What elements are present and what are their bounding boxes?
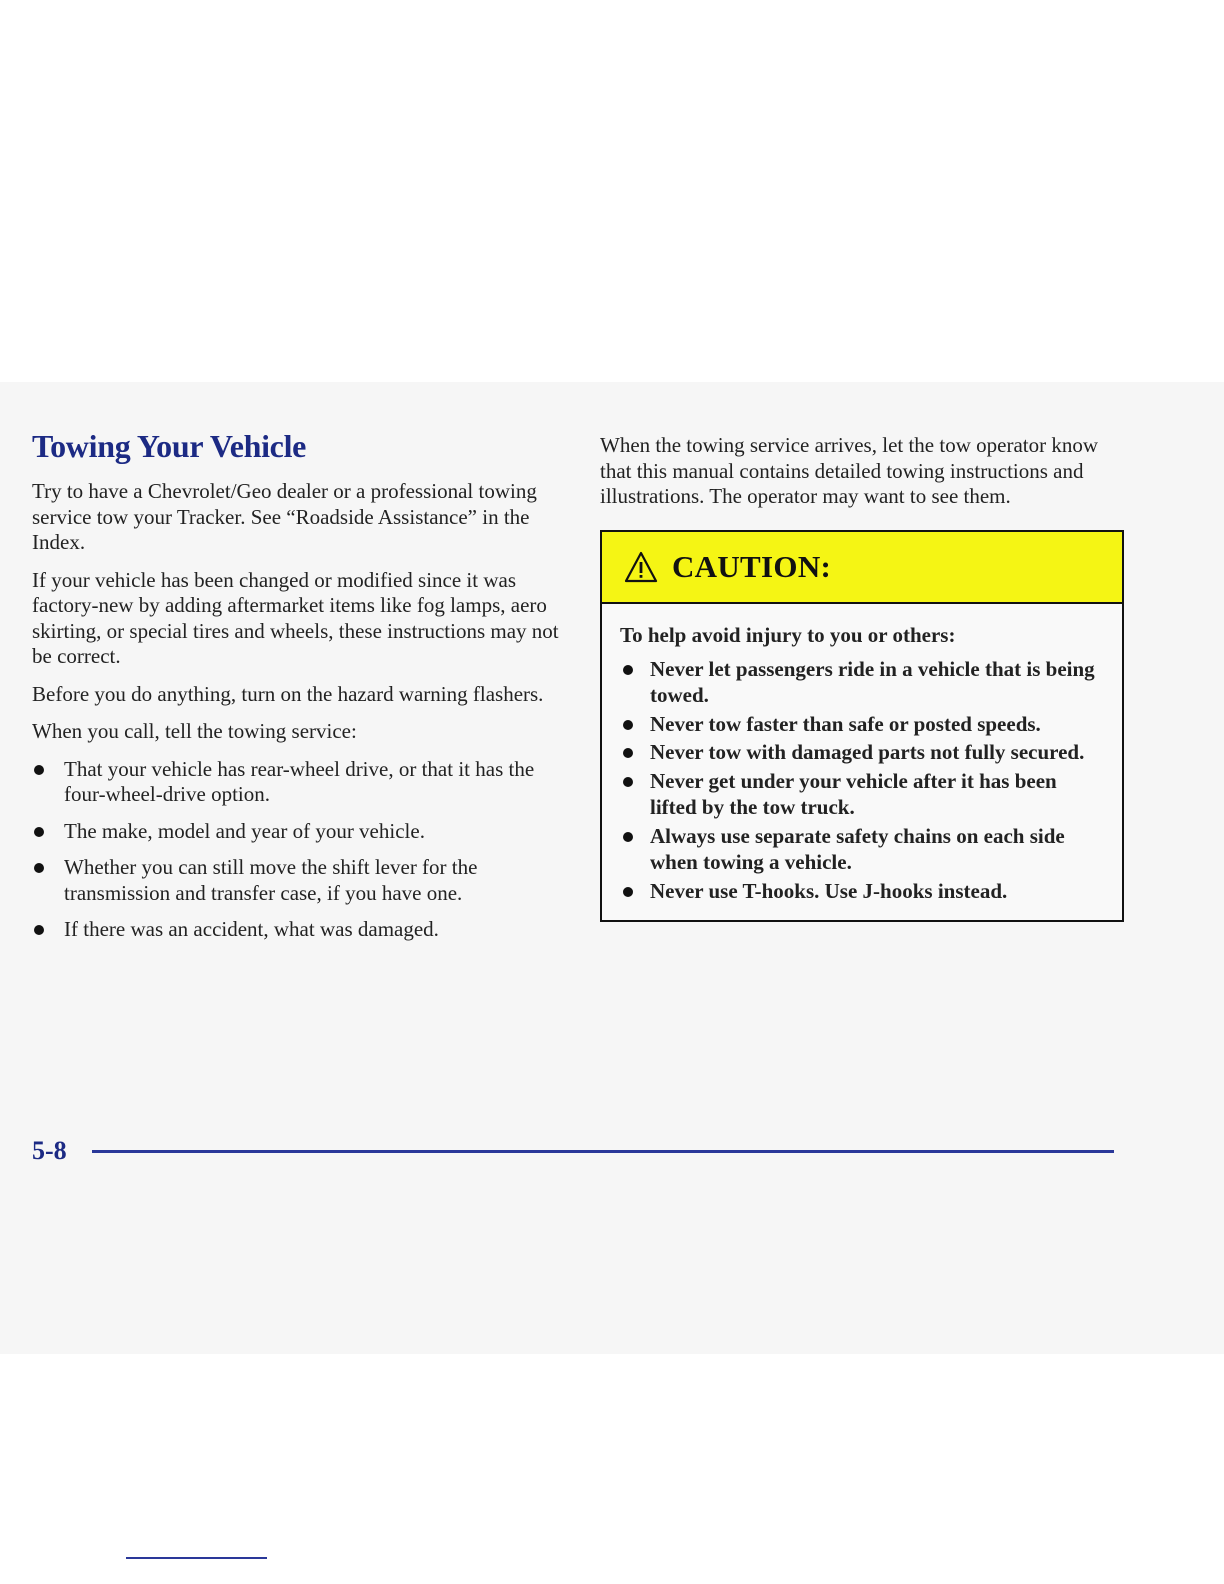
page-number: 5-8: [32, 1136, 67, 1165]
bullet-icon: [34, 827, 44, 837]
list-item: [620, 768, 1104, 821]
list-item: [620, 711, 1104, 738]
bullet-icon: [623, 720, 633, 730]
bullet-icon: [623, 832, 633, 842]
paragraph-dealer: Try to have a Chevrolet/Geo dealer or a professional towing service tow your Tracker. See “Roadside Assistance” in the Index.: [32, 479, 537, 554]
list-item-text: The make, model and year of your vehicle.: [64, 818, 425, 843]
list-item-text: Never tow with damaged parts not fully secured.: [650, 740, 1085, 764]
right-column: [600, 433, 1130, 922]
bullet-icon: [34, 925, 44, 935]
list-item: [620, 656, 1104, 709]
warning-triangle-icon: [624, 551, 658, 583]
list-item: [32, 917, 562, 943]
paragraph-modified: If your vehicle has been changed or modified since it was factory-new by adding aftermarket items like fog lamps, aero skirting, or special tires and wheels, these instructions may not be correct.: [32, 567, 559, 668]
list-item: [620, 739, 1104, 766]
bullet-icon: [34, 765, 44, 775]
list-item-text: That your vehicle has rear-wheel drive, or that it has the four-wheel-drive option.: [64, 756, 535, 806]
list-item-text: Always use separate safety chains on each side when towing a vehicle.: [650, 823, 1065, 874]
list-item-text: Never tow faster than safe or posted speeds.: [650, 711, 1041, 736]
list-item-text: Never use T-hooks. Use J-hooks instead.: [650, 878, 1008, 903]
caution-box: [600, 530, 1124, 923]
list-item: [620, 878, 1104, 905]
bullet-icon: [623, 665, 633, 675]
bullet-icon: [623, 748, 633, 758]
paragraph-tow-operator: When the towing service arrives, let the tow operator know that this manual contains detailed towing instructions and illustrations. The operator may want to see them.: [600, 433, 1099, 508]
caution-intro: To help avoid injury to you or others:: [620, 622, 956, 647]
paragraph-when-you-call: When you call, tell the towing service:: [32, 719, 357, 743]
list-item: [32, 757, 562, 808]
bullet-icon: [34, 863, 44, 873]
page-title: Towing Your Vehicle: [32, 428, 307, 464]
list-item-text: Never let passengers ride in a vehicle that is being towed.: [650, 656, 1095, 707]
list-item-text: Whether you can still move the shift lever for the transmission and transfer case, if you have one.: [64, 855, 478, 905]
list-item: [32, 819, 562, 845]
caution-list: [620, 656, 1104, 905]
caution-label: CAUTION:: [672, 548, 832, 584]
list-item: [620, 823, 1104, 876]
bottom-divider: [126, 1557, 267, 1559]
caution-body: [602, 604, 1122, 921]
caution-header: [602, 532, 1122, 604]
list-item: [32, 855, 562, 906]
list-item-text: Never get under your vehicle after it has been lifted by the tow truck.: [650, 768, 1057, 819]
towing-service-list: [32, 757, 562, 943]
left-column: [32, 428, 562, 954]
bullet-icon: [623, 777, 633, 787]
bullet-icon: [623, 887, 633, 897]
paragraph-hazard: Before you do anything, turn on the hazard warning flashers.: [32, 681, 544, 706]
footer-divider: [92, 1150, 1114, 1153]
list-item-text: If there was an accident, what was damaged.: [64, 917, 439, 941]
